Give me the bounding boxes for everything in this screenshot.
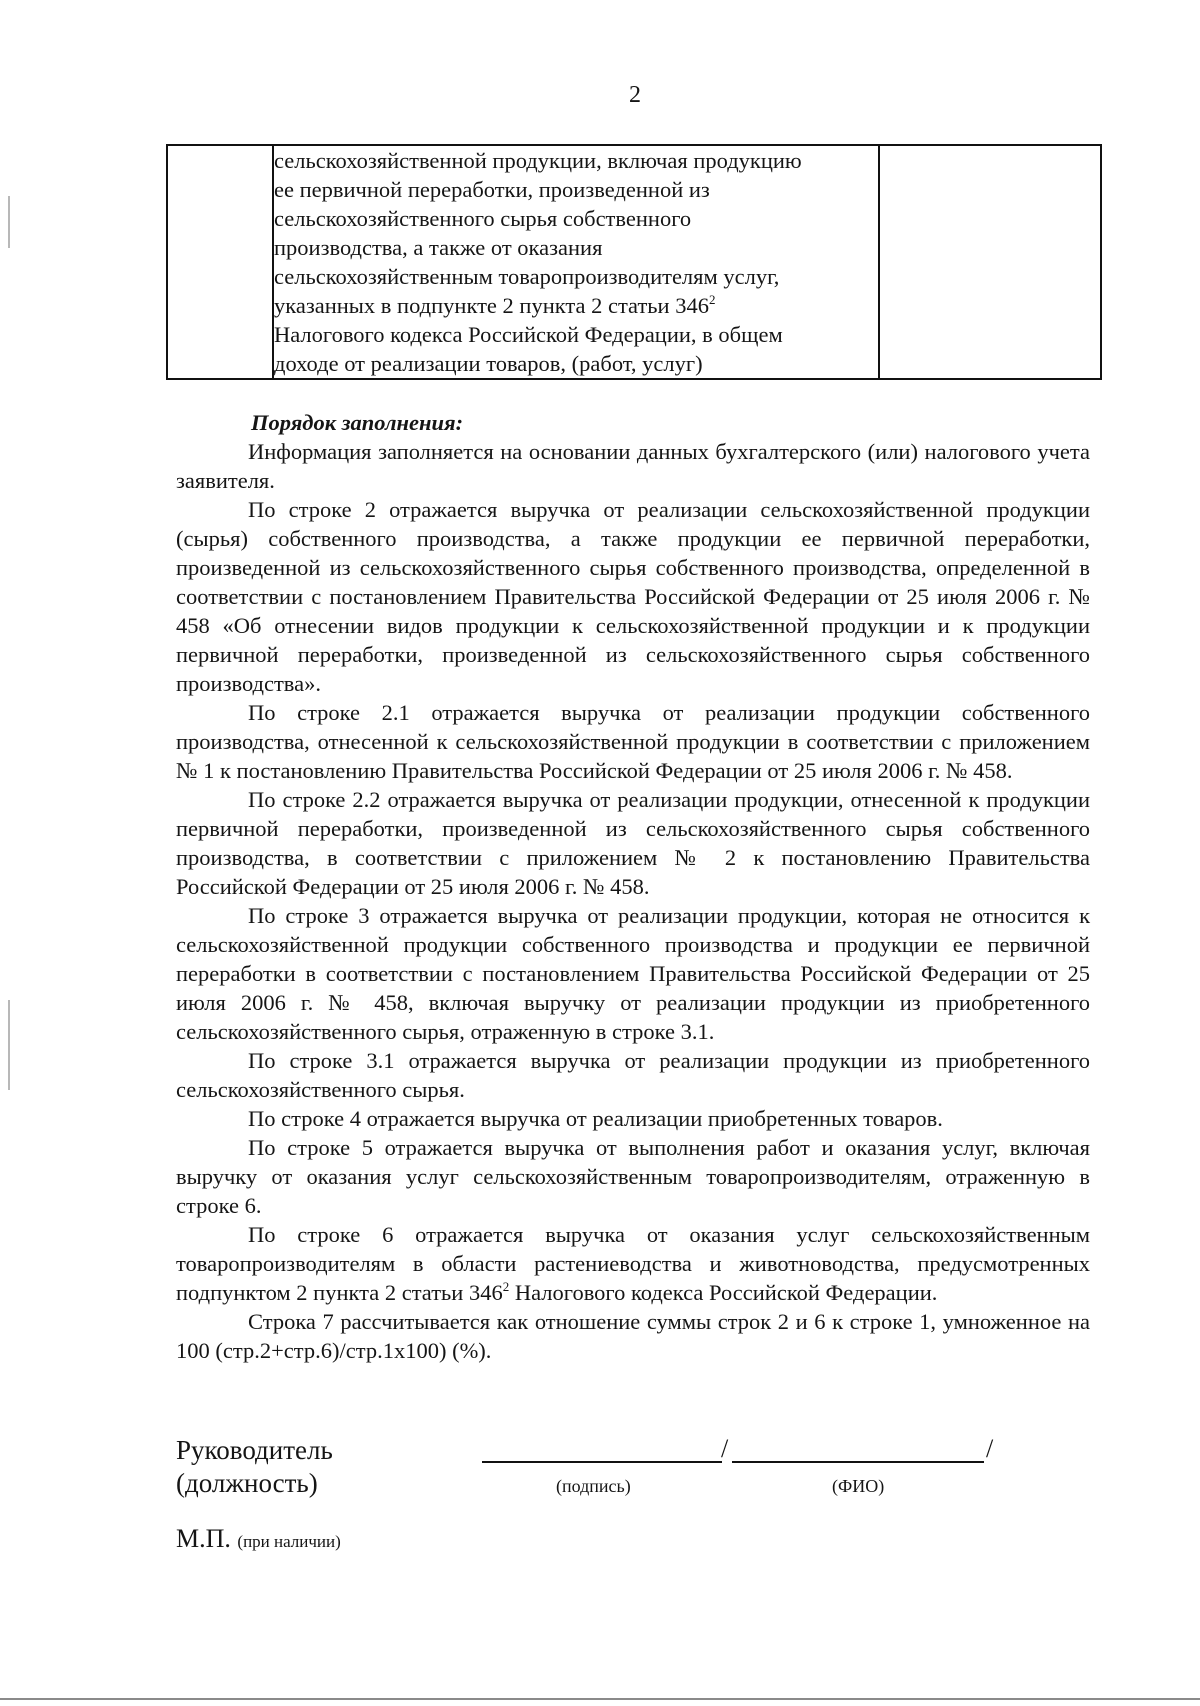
- table-cell-line: доходе от реализации товаров, (работ, услуг): [274, 351, 703, 376]
- separator-slash: /: [986, 1434, 994, 1463]
- stamp-place: [176, 1524, 341, 1554]
- superscript: 2: [502, 1279, 510, 1294]
- paragraph: По строке 2.1 отражается выручка от реализации продукции собственного производства, отнесенной к сельскохозяйственной продукции в соответствии с приложением № 1 к постановлению Правительства Российской Федерации от 25 июля 2006 г. № 458.: [176, 700, 1090, 783]
- paragraph-tax-code: [176, 1220, 1090, 1307]
- table-cell-line: Налогового кодекса Российской Федерации, в общем: [274, 322, 783, 347]
- signer-role: [176, 1434, 333, 1500]
- page-number: 2: [629, 82, 641, 108]
- continued-table: [166, 144, 1102, 380]
- paragraph: По строке 2.2 отражается выручка от реализации продукции, отнесенной к продукции первичной переработки, произведенной из сельскохозяйственного сырья собственного производства, в соответствии с приложением № 2 к постановлению Правительства Российской Федерации от 25 июля 2006 г. № 458.: [176, 787, 1090, 899]
- table-cell-line: производства, а также от оказания: [274, 235, 603, 260]
- section-heading: Порядок заполнения:: [251, 410, 464, 435]
- paragraph: По строке 2 отражается выручка от реализации сельскохозяйственной продукции (сырья) собственного производства, а также продукции ее первичной переработки, произведенной из сельскохозяйственного сырья собственного производства, определенной в соответствии с постановлением Правительства Российской Федерации от 25 июля 2006 г. № 458 «Об отнесении видов продукции к сельскохозяйственной продукции и к продукции первичной переработки, произведенной из сельскохозяйственного сырья собственного производства».: [176, 497, 1090, 696]
- scan-bottom-edge: [0, 1698, 1200, 1700]
- paragraph-text: По строке 6 отражается выручка от оказания услуг сельскохозяйственным товаропроизводителям в области растениеводства и животноводства, предусмотренных подпунктом 2 пункта 2 статьи 346: [176, 1222, 1090, 1305]
- filling-instructions: [176, 408, 1090, 1365]
- paragraph: По строке 4 отражается выручка от реализации приобретенных товаров.: [248, 1106, 943, 1131]
- paragraph: Строка 7 рассчитывается как отношение суммы строк 2 и 6 к строке 1, умноженное на 100 (стр.2+стр.6)/стр.1х100) (%).: [176, 1309, 1090, 1363]
- scan-edge-mark: [8, 196, 10, 248]
- paragraph: По строке 3.1 отражается выручка от реализации продукции из приобретенного сельскохозяйственного сырья.: [176, 1048, 1090, 1102]
- table-cell-value: [879, 145, 1101, 379]
- paragraph: По строке 5 отражается выручка от выполнения работ и оказания услуг, включая выручку от оказания услуг сельскохозяйственным товаропроизводителям, отраженную в строке 6.: [176, 1135, 1090, 1218]
- table-cell-indicator: [273, 145, 879, 379]
- table-cell-line: сельскохозяйственного сырья собственного: [274, 206, 692, 231]
- signature-caption: (подпись): [556, 1476, 631, 1496]
- table-row: [167, 145, 1101, 379]
- stamp-label: М.П.: [176, 1524, 231, 1553]
- table-cell-line: ее первичной переработки, произведенной из: [274, 177, 710, 202]
- name-line: [732, 1461, 984, 1463]
- name-caption: (ФИО): [832, 1476, 885, 1496]
- table-cell-line-with-sup: [274, 291, 878, 320]
- superscript: 2: [708, 292, 716, 307]
- table-cell-line-text: указанных в подпункте 2 пункта 2 статьи 346: [274, 293, 709, 318]
- table-cell-line: сельскохозяйственным товаропроизводителям услуг,: [274, 264, 780, 289]
- paragraph: Информация заполняется на основании данных бухгалтерского (или) налогового учета заявителя.: [176, 439, 1090, 493]
- paragraph-text: Налогового кодекса Российской Федерации.: [509, 1280, 938, 1305]
- signature-line: [482, 1461, 722, 1463]
- stamp-note: (при наличии): [237, 1532, 341, 1551]
- table-cell-line: сельскохозяйственной продукции, включая продукцию: [274, 148, 802, 173]
- signer-role-caption: (должность): [176, 1468, 318, 1498]
- table-cell-number: [167, 145, 273, 379]
- signer-role-title: Руководитель: [176, 1435, 333, 1465]
- separator-slash: /: [721, 1434, 729, 1463]
- scan-edge-mark: [8, 1000, 10, 1090]
- paragraph: По строке 3 отражается выручка от реализации продукции, которая не относится к сельскохозяйственной продукции собственного производства и продукции ее первичной переработки в соответствии с постановлением Правительства Российской Федерации от 25 июля 2006 г. № 458, включая выручку от реализации продукции из приобретенного сельскохозяйственного сырья, отраженную в строке 3.1.: [176, 903, 1090, 1044]
